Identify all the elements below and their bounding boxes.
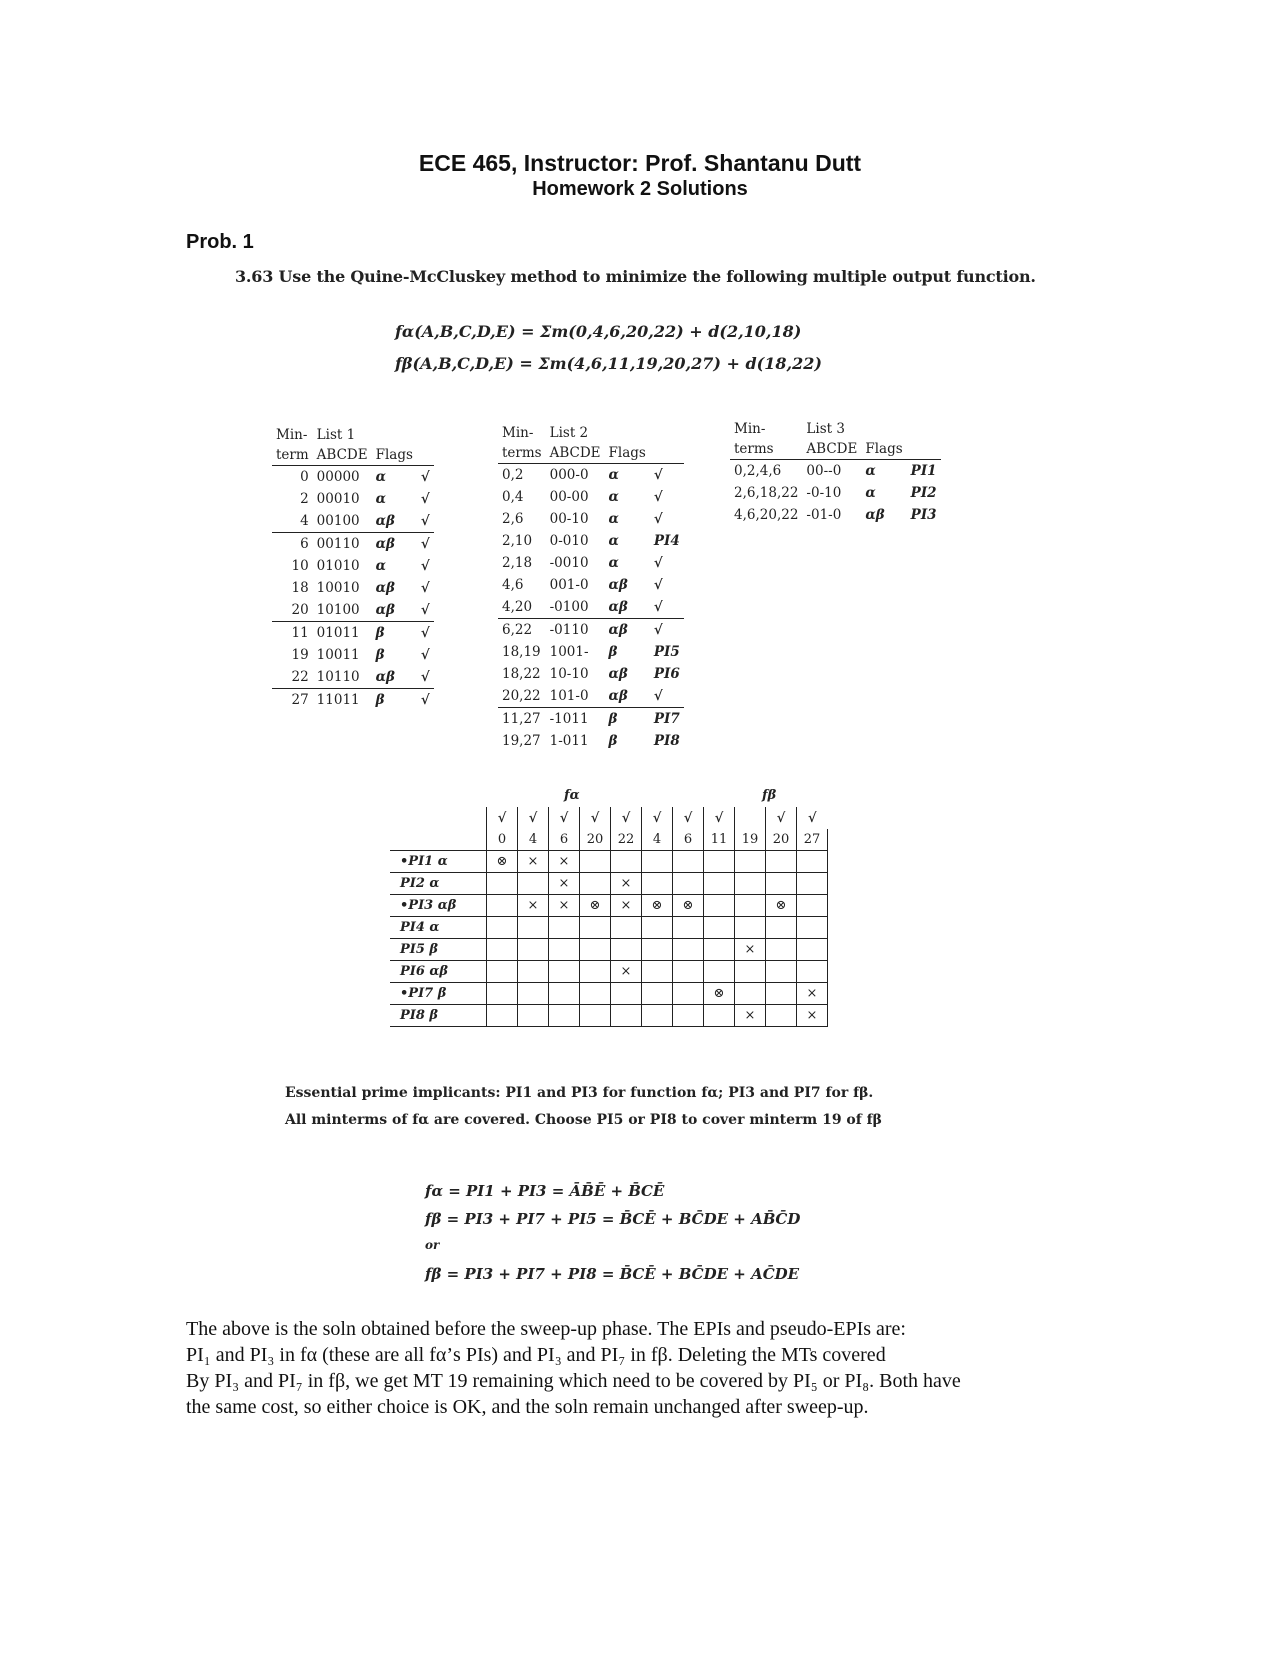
essential-pi-line: Essential prime implicants: PI1 and PI3 for function fα; PI3 and PI7 for fβ. bbox=[285, 1085, 874, 1101]
table-row: 0,2,4,6 00--0 α PI1 bbox=[734, 463, 937, 479]
scanned-solution bbox=[230, 262, 1036, 1322]
list2-header-min: Min- bbox=[502, 425, 534, 441]
table-row: 18,19 1001- β PI5 bbox=[502, 644, 680, 660]
explanation-paragraph bbox=[186, 1316, 1086, 1420]
equation-or: or bbox=[425, 1238, 440, 1252]
list1-header-abcde: ABCDE bbox=[313, 445, 372, 466]
list2-header-blank bbox=[605, 423, 650, 443]
chart-row-pi8: PI8 β × × bbox=[390, 1005, 828, 1027]
list1-header-blank bbox=[372, 425, 417, 445]
chart-fa-label: fα bbox=[564, 788, 580, 803]
table-row: 2,10 0-010 α PI4 bbox=[502, 533, 680, 549]
chart-fb-label: fβ bbox=[762, 788, 777, 803]
list3-header-flags: Flags bbox=[861, 439, 906, 460]
table-row: 11,27 -1011 β PI7 bbox=[502, 711, 680, 727]
table-row: 0,2 000-0 α √ bbox=[502, 467, 663, 483]
chart-row-pi2: PI2 α × × bbox=[390, 873, 828, 895]
list3-header-title: List 3 bbox=[806, 421, 845, 437]
chart-row-pi3: •PI3 αβ × × ⊗ × ⊗ ⊗ ⊗ bbox=[390, 895, 828, 917]
table-row: 2,6,18,22 -0-10 α PI2 bbox=[734, 485, 937, 501]
problem-label: Prob. 1 bbox=[186, 231, 254, 253]
chart-minterm-row: 0 4 6 20 22 4 6 11 19 20 27 bbox=[390, 829, 828, 851]
table-row: 20 10100 αβ √ bbox=[272, 599, 434, 622]
list2-header-flags: Flags bbox=[605, 443, 650, 464]
list1-table bbox=[272, 425, 434, 711]
chart-row-pi4: PI4 α bbox=[390, 917, 828, 939]
cover-chart bbox=[390, 807, 828, 1027]
list2-header-abcde: ABCDE bbox=[546, 443, 605, 464]
chart-row-pi7: •PI7 β ⊗ × bbox=[390, 983, 828, 1005]
list3-header-min: Min- bbox=[734, 421, 766, 437]
list2-header-terms: terms bbox=[498, 443, 546, 464]
list3-header-terms: terms bbox=[730, 439, 802, 460]
list2-header-title: List 2 bbox=[549, 425, 589, 441]
table-row: 0 00000 α √ bbox=[300, 469, 430, 485]
table-row: 18 10010 αβ √ bbox=[291, 580, 430, 596]
chart-row-pi1: •PI1 α ⊗ × × bbox=[390, 851, 828, 873]
list1-header-flags: Flags bbox=[372, 445, 417, 466]
list1-header-title: List 1 bbox=[316, 427, 356, 443]
table-row: 27 11011 β √ bbox=[291, 692, 430, 708]
list3-table bbox=[730, 419, 941, 526]
list1-header-min: Min- bbox=[276, 427, 308, 443]
coverage-line: All minterms of fα are covered. Choose PI5 or PI8 to cover minterm 19 of fβ bbox=[285, 1112, 882, 1128]
page-title: ECE 465, Instructor: Prof. Shantanu Dutt bbox=[418, 150, 862, 176]
table-row: 10 01010 α √ bbox=[291, 558, 430, 574]
paragraph-line: the same cost, so either choice is OK, and the soln remain unchanged after sweep-up. bbox=[186, 1396, 869, 1418]
problem-statement: 3.63 Use the Quine-McCluskey method to minimize the following multiple output function. bbox=[235, 267, 1036, 286]
paragraph-line: The above is the soln obtained before the sweep-up phase. The EPIs and pseudo-EPIs are: bbox=[186, 1318, 906, 1340]
chart-row-pi5: PI5 β × bbox=[390, 939, 828, 961]
table-row: 2 00010 α √ bbox=[300, 491, 430, 507]
table-row: 19 10011 β √ bbox=[291, 647, 430, 663]
table-row: 6,22 -0110 αβ √ bbox=[502, 622, 663, 638]
table-row: 2,6 00-10 α √ bbox=[502, 511, 663, 527]
paragraph-line: By PI₃ and PI₇ in fβ, we get MT 19 remaining which need to be covered by PI₅ or PI₈. Both have bbox=[186, 1370, 961, 1392]
chart-row-pi6: PI6 αβ × bbox=[390, 961, 828, 983]
table-row: 4,20 -0100 αβ √ bbox=[498, 596, 684, 619]
page-subtitle: Homework 2 Solutions bbox=[532, 178, 748, 200]
table-row: 22 10110 αβ √ bbox=[272, 666, 434, 689]
list3-header-abcde: ABCDE bbox=[802, 439, 861, 460]
equation-fb-1: fβ = PI3 + PI7 + PI5 = B̄CĒ + BC̄DE + AB̄C̄D bbox=[425, 1210, 801, 1228]
equation-fb-2: fβ = PI3 + PI7 + PI8 = B̄CĒ + BC̄DE + AC̄DE bbox=[425, 1265, 800, 1283]
list3-header-blank bbox=[861, 419, 906, 439]
table-row: 2,18 -0010 α √ bbox=[502, 555, 663, 571]
equation-fa: fα = PI1 + PI3 = ĀB̄Ē + B̄CĒ bbox=[425, 1182, 665, 1200]
table-row: 19,27 1-011 β PI8 bbox=[502, 733, 680, 749]
chart-check-row: √ √ √ √ √ √ √ √ √ √ bbox=[390, 807, 828, 829]
table-row: 4,6 001-0 αβ √ bbox=[502, 577, 663, 593]
table-row: 4 00100 αβ √ bbox=[272, 510, 434, 533]
table-row: 20,22 101-0 αβ √ bbox=[498, 685, 684, 708]
list2-table bbox=[498, 423, 684, 752]
table-row: 11 01011 β √ bbox=[291, 625, 430, 641]
paragraph-line: PI₁ and PI₃ in fα (these are all fα’s PIs) and PI₃ and PI₇ in fβ. Deleting the MTs covered bbox=[186, 1344, 886, 1366]
table-row: 4,6,20,22 -01-0 αβ PI3 bbox=[734, 507, 937, 523]
function-fa: fα(A,B,C,D,E) = Σm(0,4,6,20,22) + d(2,10,18) bbox=[395, 322, 802, 341]
table-row: 18,22 10-10 αβ PI6 bbox=[502, 666, 680, 682]
function-fb: fβ(A,B,C,D,E) = Σm(4,6,11,19,20,27) + d(18,22) bbox=[395, 354, 822, 373]
list1-header-term: term bbox=[272, 445, 313, 466]
table-row: 6 00110 αβ √ bbox=[300, 536, 430, 552]
table-row: 0,4 00-00 α √ bbox=[502, 489, 663, 505]
